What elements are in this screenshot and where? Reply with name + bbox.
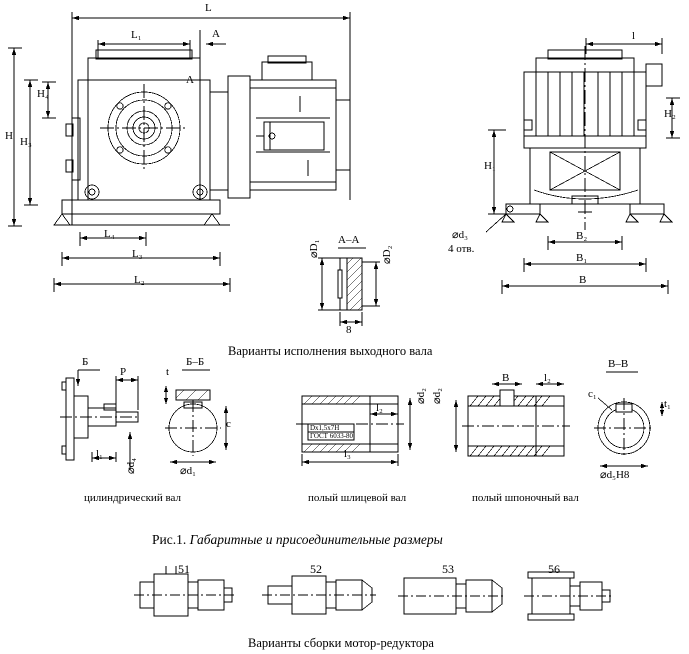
- holes-note: 4 отв.: [448, 243, 475, 255]
- figure-caption: [152, 532, 443, 548]
- section-mark-A-side: A: [186, 74, 194, 86]
- dim-label-d3: ⌀d₃: [452, 229, 468, 241]
- dim-label-d5H8: ⌀d₅H8: [600, 469, 630, 481]
- section-heading-assembly-variants: Варианты сборки мотор-редуктора: [248, 636, 434, 650]
- dim-label-c: c: [226, 418, 231, 430]
- assembly-code-53: 53: [442, 562, 454, 576]
- figure-caption-text: Габаритные и присоединительные размеры: [189, 532, 443, 547]
- dim-label-H3: H₃: [20, 136, 32, 148]
- dim-label-l3: l₃: [344, 448, 351, 460]
- dim-label-L: L: [205, 2, 212, 14]
- section-heading-shaft-variants: Варианты исполнения выходного вала: [228, 344, 433, 358]
- dim-label-t: t: [166, 366, 170, 378]
- figure-caption-prefix: Рис.1.: [152, 532, 187, 547]
- section-mark-B-v1: Б: [82, 356, 89, 368]
- dim-label-P: P: [120, 366, 127, 378]
- dim-label-t1: t₁: [664, 398, 671, 410]
- dim-label-L1: L₁: [131, 29, 142, 41]
- dim-label-d1: ⌀d₁: [180, 465, 196, 477]
- assembly-code-51: 51: [178, 562, 190, 576]
- variant-caption-splined: полый шлицевой вал: [308, 492, 407, 504]
- dim-label-L3: L₃: [132, 248, 143, 260]
- dim-label-l1: l₁: [96, 448, 103, 460]
- section-mark-A-top: A: [212, 28, 220, 40]
- dim-label-D2: ⌀D₂: [381, 245, 393, 264]
- dim-label-L2: L₂: [134, 274, 145, 286]
- dim-label-H: H: [5, 130, 13, 142]
- dim-label-B: B: [579, 274, 587, 286]
- section-title-BB2: B–B: [608, 358, 629, 370]
- dim-label-8: 8: [346, 324, 352, 336]
- dim-label-L4: L₄: [104, 228, 115, 240]
- dim-label-B2: B₂: [576, 230, 588, 242]
- dim-label-d2-v2: ⌀d₂: [415, 388, 427, 404]
- dim-label-D1: ⌀D₁: [308, 239, 320, 258]
- variant-caption-keyed: полый шпоночный вал: [472, 492, 579, 504]
- dim-label-l: l: [632, 30, 636, 42]
- dim-label-B-v3: B: [502, 372, 510, 384]
- dim-label-d2-v3: ⌀d₂: [431, 388, 443, 404]
- section-title-AA: A–A: [338, 234, 360, 246]
- dim-label-H2: H₂: [664, 108, 676, 120]
- section-title-BB: Б–Б: [186, 356, 205, 368]
- dim-label-l2-v3: l₂: [544, 372, 551, 384]
- variant-caption-cylindrical: цилиндрический вал: [84, 492, 181, 504]
- assembly-code-52: 52: [310, 562, 322, 576]
- dim-label-c1: c₁: [588, 388, 597, 400]
- dim-label-B1: B₁: [576, 252, 588, 264]
- dim-label-l2-v2: l₂: [376, 402, 383, 414]
- dim-label-H4: H₄: [37, 88, 49, 100]
- assembly-code-56: 56: [548, 562, 560, 576]
- spline-standard-gost: ГОСТ 6033-80: [310, 432, 354, 440]
- dim-label-d4: ⌀d₄: [125, 458, 137, 474]
- dim-label-H1: H₁: [484, 160, 496, 172]
- spline-standard-dim: Dx1,5x7H: [310, 424, 340, 432]
